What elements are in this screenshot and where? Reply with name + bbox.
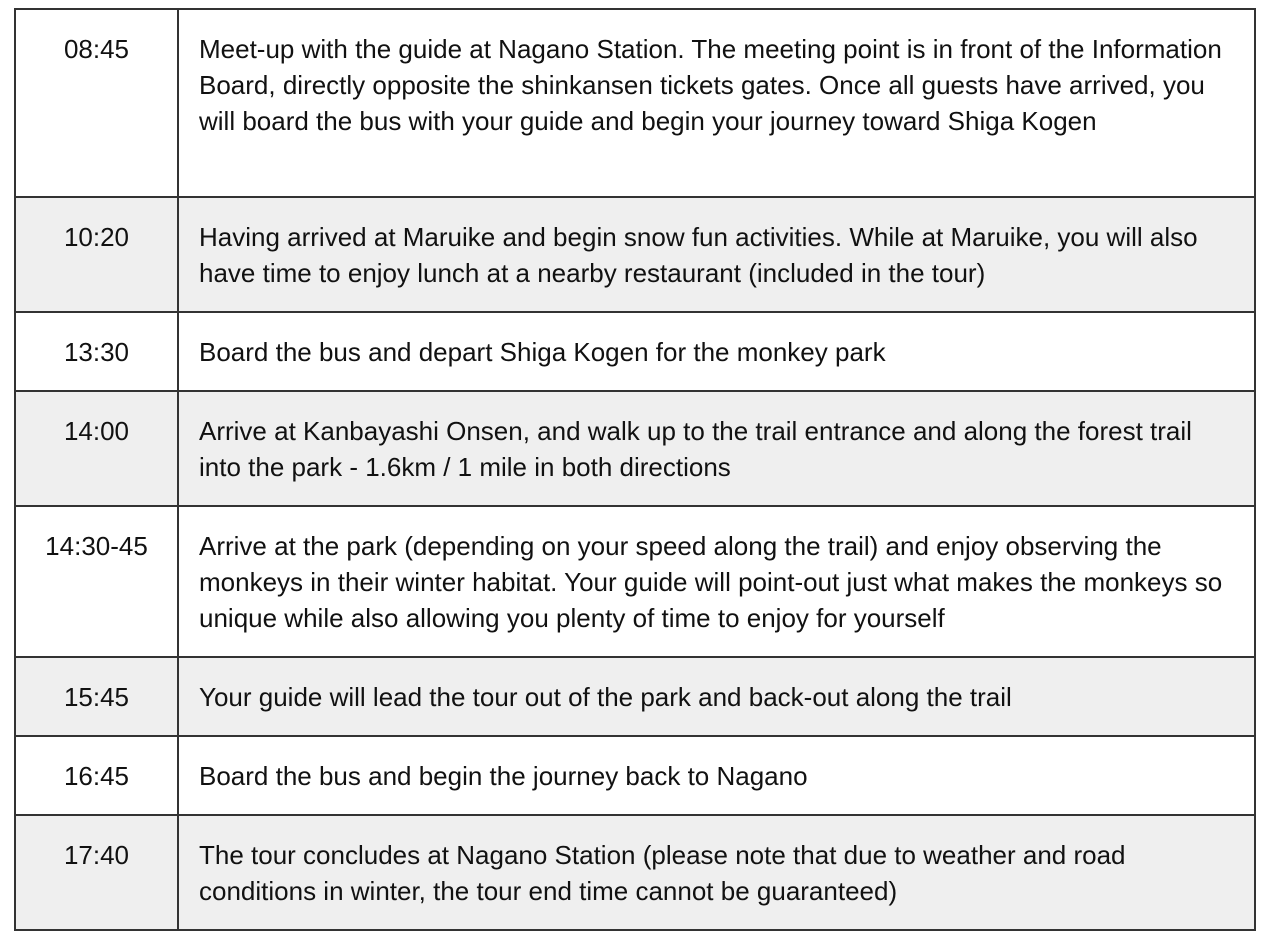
description-cell: The tour concludes at Nagano Station (please note that due to weather and road conditions in winter, the tour end time cannot be guaranteed) (178, 815, 1255, 930)
description-cell: Meet-up with the guide at Nagano Station. The meeting point is in front of the Information Board, directly opposite the shinkansen tickets gates. Once all guests have arrived, you will board the bus with your guide and begin your journey toward Shiga Kogen (178, 9, 1255, 197)
itinerary-row (15, 736, 1255, 815)
time-cell: 14:30-45 (15, 506, 178, 657)
time-cell: 13:30 (15, 312, 178, 391)
description-cell: Arrive at the park (depending on your speed along the trail) and enjoy observing the monkeys in their winter habitat. Your guide will point-out just what makes the monkeys so unique while also allowing you plenty of time to enjoy for yourself (178, 506, 1255, 657)
itinerary-row (15, 657, 1255, 736)
time-cell: 14:00 (15, 391, 178, 506)
description-cell: Your guide will lead the tour out of the park and back-out along the trail (178, 657, 1255, 736)
description-cell: Having arrived at Maruike and begin snow fun activities. While at Maruike, you will also have time to enjoy lunch at a nearby restaurant (included in the tour) (178, 197, 1255, 312)
itinerary-row (15, 506, 1255, 657)
itinerary-row (15, 197, 1255, 312)
itinerary-row (15, 391, 1255, 506)
time-cell: 16:45 (15, 736, 178, 815)
itinerary-row (15, 312, 1255, 391)
time-cell: 10:20 (15, 197, 178, 312)
itinerary-row (15, 815, 1255, 930)
time-cell: 15:45 (15, 657, 178, 736)
description-cell: Arrive at Kanbayashi Onsen, and walk up to the trail entrance and along the forest trail into the park - 1.6km / 1 mile in both directions (178, 391, 1255, 506)
time-cell: 08:45 (15, 9, 178, 197)
time-cell: 17:40 (15, 815, 178, 930)
description-cell: Board the bus and depart Shiga Kogen for the monkey park (178, 312, 1255, 391)
itinerary-table (14, 8, 1256, 931)
description-cell: Board the bus and begin the journey back to Nagano (178, 736, 1255, 815)
itinerary-row (15, 9, 1255, 197)
